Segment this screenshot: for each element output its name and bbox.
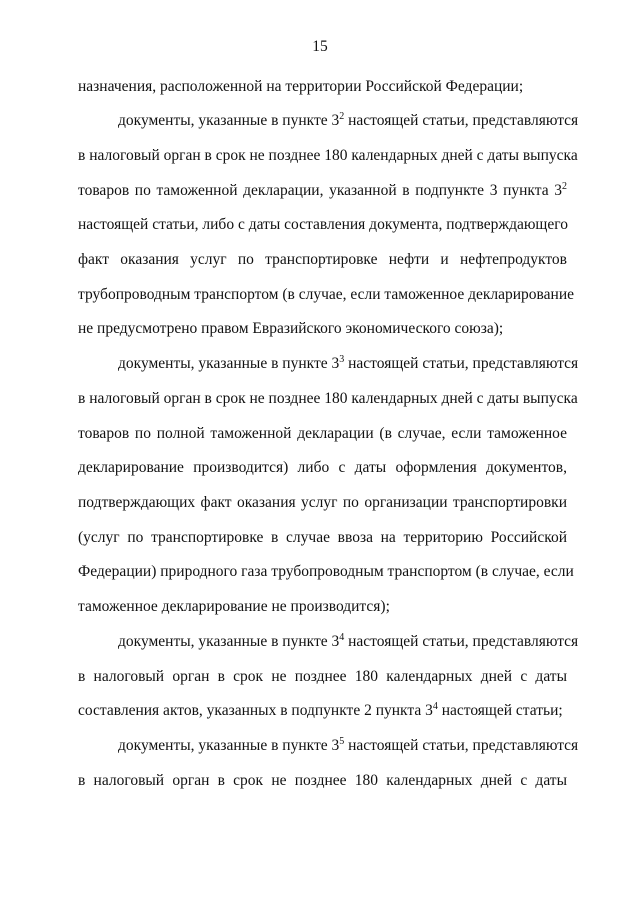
text-line	[78, 182, 567, 200]
text-segment: настоящей статьи, представляются	[344, 112, 579, 129]
paragraph-first-line	[118, 354, 579, 373]
text-line: назначения, расположенной на территории Российской Федерации;	[78, 78, 524, 95]
text-line: подтверждающих факт оказания услуг по организации транспортировки	[78, 494, 567, 511]
text-line: Федерации) природного газа трубопроводным транспортом (в случае, если	[78, 563, 574, 580]
superscript: 3	[339, 354, 345, 365]
text-segment: составления актов, указанных в подпункте 2 пункта 3	[78, 702, 433, 719]
text-line: настоящей статьи, либо с даты составления документа, подтверждающего	[78, 216, 568, 233]
text-line: не предусмотрено правом Евразийского экономического союза);	[78, 320, 504, 337]
text-segment: товаров по таможенной декларации, указанной в подпункте 3 пункта 3	[78, 182, 562, 199]
paragraph-first-line	[118, 111, 579, 130]
text-segment: настоящей статьи, представляются	[344, 355, 579, 372]
text-line	[78, 702, 563, 720]
text-line: в налоговый орган в срок не позднее 180 календарных дней с даты выпуска	[78, 390, 578, 407]
page-number: 15	[312, 38, 328, 55]
text-line: в налоговый орган в срок не позднее 180 календарных дней с даты выпуска	[78, 147, 578, 164]
paragraph-first-line	[118, 632, 579, 651]
text-segment: документы, указанные в пункте 3	[118, 112, 340, 129]
text-line: в налоговый орган в срок не позднее 180 календарных дней с даты	[78, 668, 567, 685]
paragraph-first-line	[118, 736, 579, 755]
superscript: 4	[432, 701, 438, 712]
text-segment: документы, указанные в пункте 3	[118, 633, 340, 650]
text-line: товаров по полной таможенной декларации (в случае, если таможенное	[78, 425, 567, 442]
text-line: декларирование производится) либо с даты оформления документов,	[78, 459, 567, 476]
superscript: 2	[339, 111, 345, 122]
text-segment: настоящей статьи, представляются	[344, 633, 579, 650]
text-line: в налоговый орган в срок не позднее 180 календарных дней с даты	[78, 772, 567, 789]
text-line: (услуг по транспортировке в случае ввоза на территорию Российской	[78, 529, 567, 546]
text-line: факт оказания услуг по транспортировке нефти и нефтепродуктов	[78, 251, 567, 268]
text-line: таможенное декларирование не производится);	[78, 598, 390, 615]
text-segment: документы, указанные в пункте 3	[118, 355, 340, 372]
text-segment: настоящей статьи;	[437, 702, 563, 719]
superscript: 2	[562, 181, 567, 192]
superscript: 4	[339, 632, 345, 643]
superscript: 5	[339, 736, 345, 747]
text-segment: настоящей статьи, представляются	[344, 737, 579, 754]
text-line: трубопроводным транспортом (в случае, если таможенное декларирование	[78, 286, 575, 303]
text-segment: документы, указанные в пункте 3	[118, 737, 340, 754]
